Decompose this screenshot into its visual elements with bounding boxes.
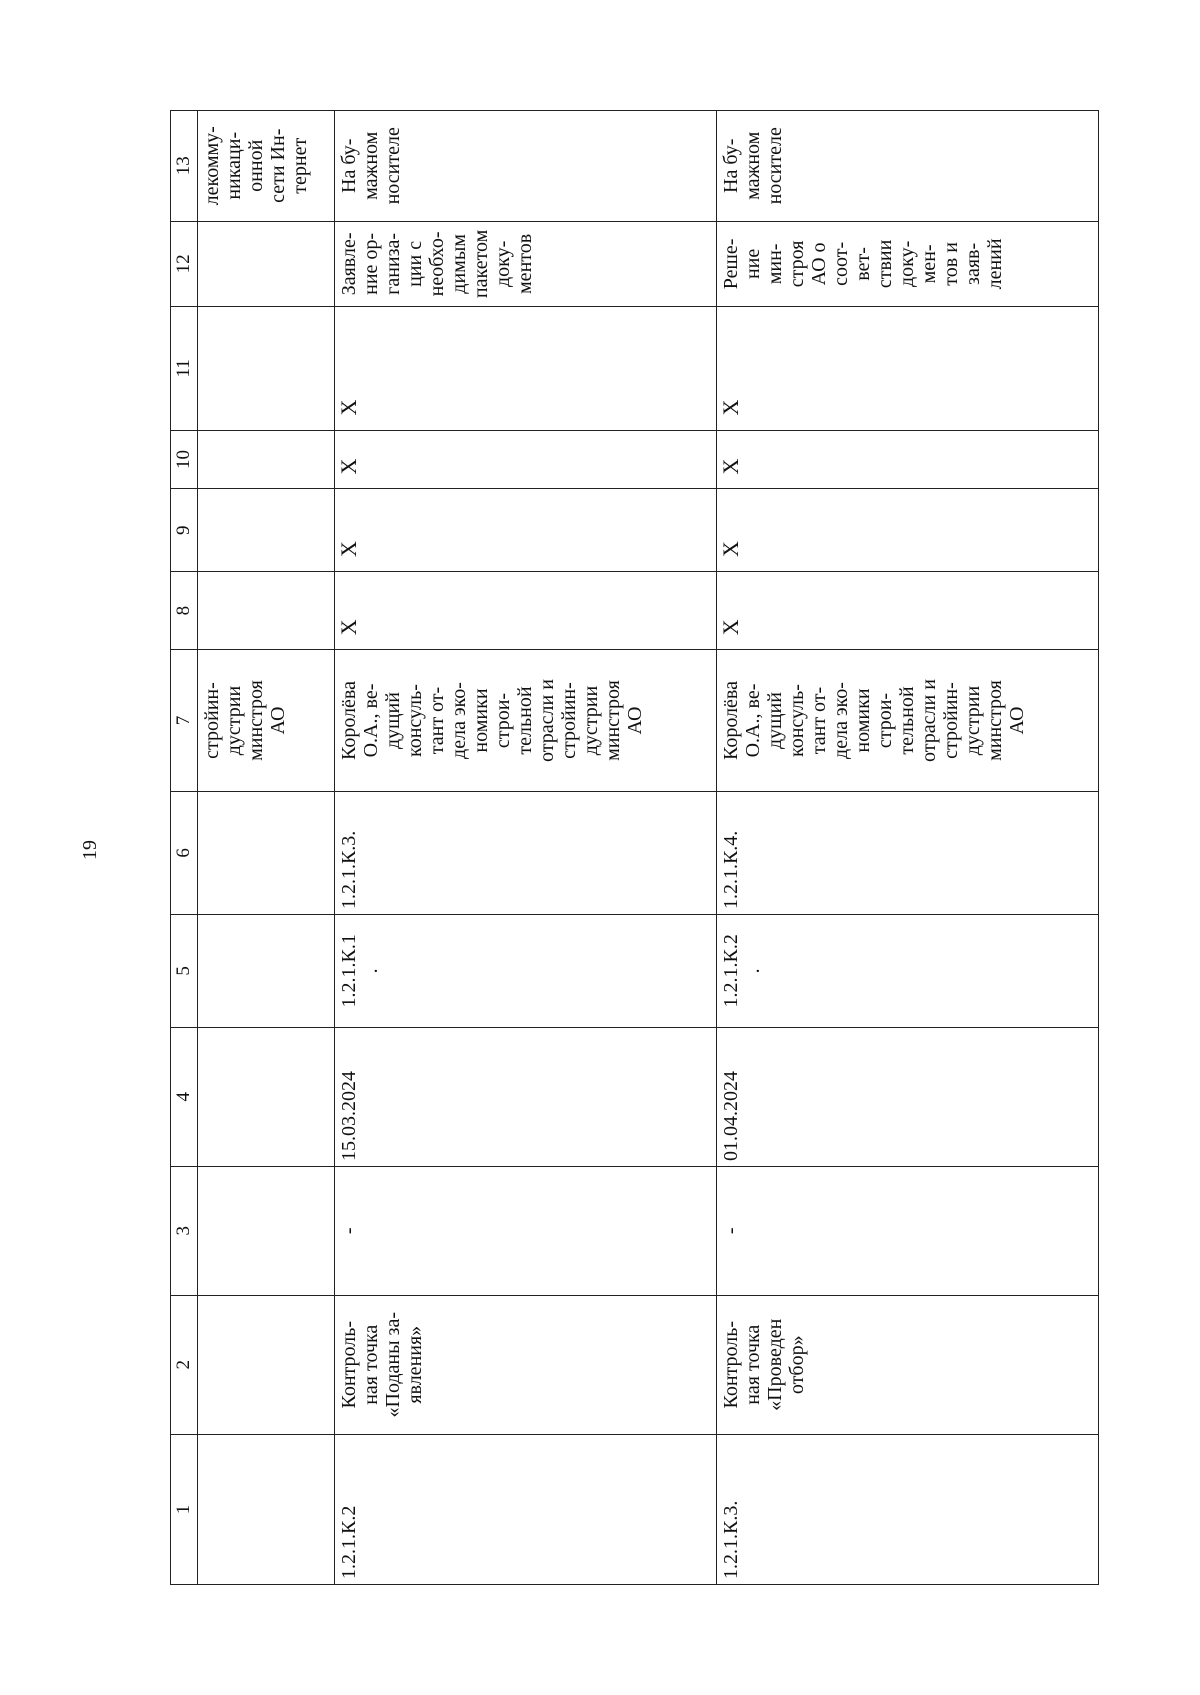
header-cell: 6 <box>171 791 198 914</box>
table-cell: 1.2.1.К.1 . <box>335 915 717 1028</box>
table-cell <box>198 430 335 489</box>
table-cell <box>198 915 335 1028</box>
header-cell: 9 <box>171 489 198 572</box>
header-cell: 2 <box>171 1295 198 1434</box>
table-cell: Реше- ние мин- строя АО о соот- вет- ствии доку- мен- тов и заяв- лений <box>717 221 1099 307</box>
table-cell <box>198 221 335 307</box>
table-row <box>335 111 717 1585</box>
header-cell: 5 <box>171 915 198 1028</box>
table-cell <box>198 1027 335 1166</box>
table-cell: На бу- мажном носителе <box>717 111 1099 222</box>
table-cell: X <box>335 307 717 430</box>
header-cell: 3 <box>171 1166 198 1295</box>
table-cell: 01.04.2024 <box>717 1027 1099 1166</box>
page-number: 19 <box>79 840 101 860</box>
table-cell: На бу- мажном носителе <box>335 111 717 222</box>
header-cell: 7 <box>171 650 198 792</box>
header-row <box>171 111 198 1585</box>
table-cell: X <box>717 572 1099 650</box>
header-cell: 11 <box>171 307 198 430</box>
table-cell: 1.2.1.К.2 <box>335 1434 717 1584</box>
table-cell: лекомму- никаци- онной сети Ин- тернет <box>198 111 335 222</box>
header-cell: 8 <box>171 572 198 650</box>
table-cell: Контроль- ная точка «Проведен отбор» <box>717 1295 1099 1434</box>
rotated-page <box>170 110 1140 1585</box>
table-cell: 1.2.1.К.2 . <box>717 915 1099 1028</box>
table-cell: 1.2.1.К.3. <box>717 1434 1099 1584</box>
header-cell: 4 <box>171 1027 198 1166</box>
table-cell: X <box>717 430 1099 489</box>
table-cell <box>198 1166 335 1295</box>
table-row <box>717 111 1099 1585</box>
table-cell <box>198 489 335 572</box>
header-cell: 1 <box>171 1434 198 1584</box>
table-cell: X <box>335 489 717 572</box>
table-cell: - <box>717 1166 1099 1295</box>
rotated-content <box>170 110 1140 1585</box>
table-cell: 1.2.1.К.4. <box>717 791 1099 914</box>
schedule-table <box>170 110 1099 1585</box>
table-cell <box>198 791 335 914</box>
table-cell: X <box>717 489 1099 572</box>
table-row <box>198 111 335 1585</box>
table-cell: Королёва О.А., ве- дущий консуль- тант от- дела эко- номики строи- тельной отрасли и стройин- дустрии минстроя АО <box>335 650 717 792</box>
header-cell: 13 <box>171 111 198 222</box>
table-cell: X <box>335 572 717 650</box>
table-cell: Королёва О.А., ве- дущий консуль- тант от- дела эко- номики строи- тельной отрасли и стройин- дустрии минстроя АО <box>717 650 1099 792</box>
table-cell <box>198 307 335 430</box>
table-cell <box>198 1434 335 1584</box>
table-cell: 15.03.2024 <box>335 1027 717 1166</box>
table-cell <box>198 1295 335 1434</box>
table-cell: X <box>335 430 717 489</box>
table-cell: Контроль- ная точка «Поданы за- явления» <box>335 1295 717 1434</box>
table-cell <box>198 572 335 650</box>
table-cell: X <box>717 307 1099 430</box>
table-cell: 1.2.1.К.3. <box>335 791 717 914</box>
table-cell: - <box>335 1166 717 1295</box>
header-cell: 12 <box>171 221 198 307</box>
table-cell: стройин- дустрии минстроя АО <box>198 650 335 792</box>
table-cell: Заявле- ние ор- ганиза- ции с необхо- димым пакетом доку- ментов <box>335 221 717 307</box>
header-cell: 10 <box>171 430 198 489</box>
